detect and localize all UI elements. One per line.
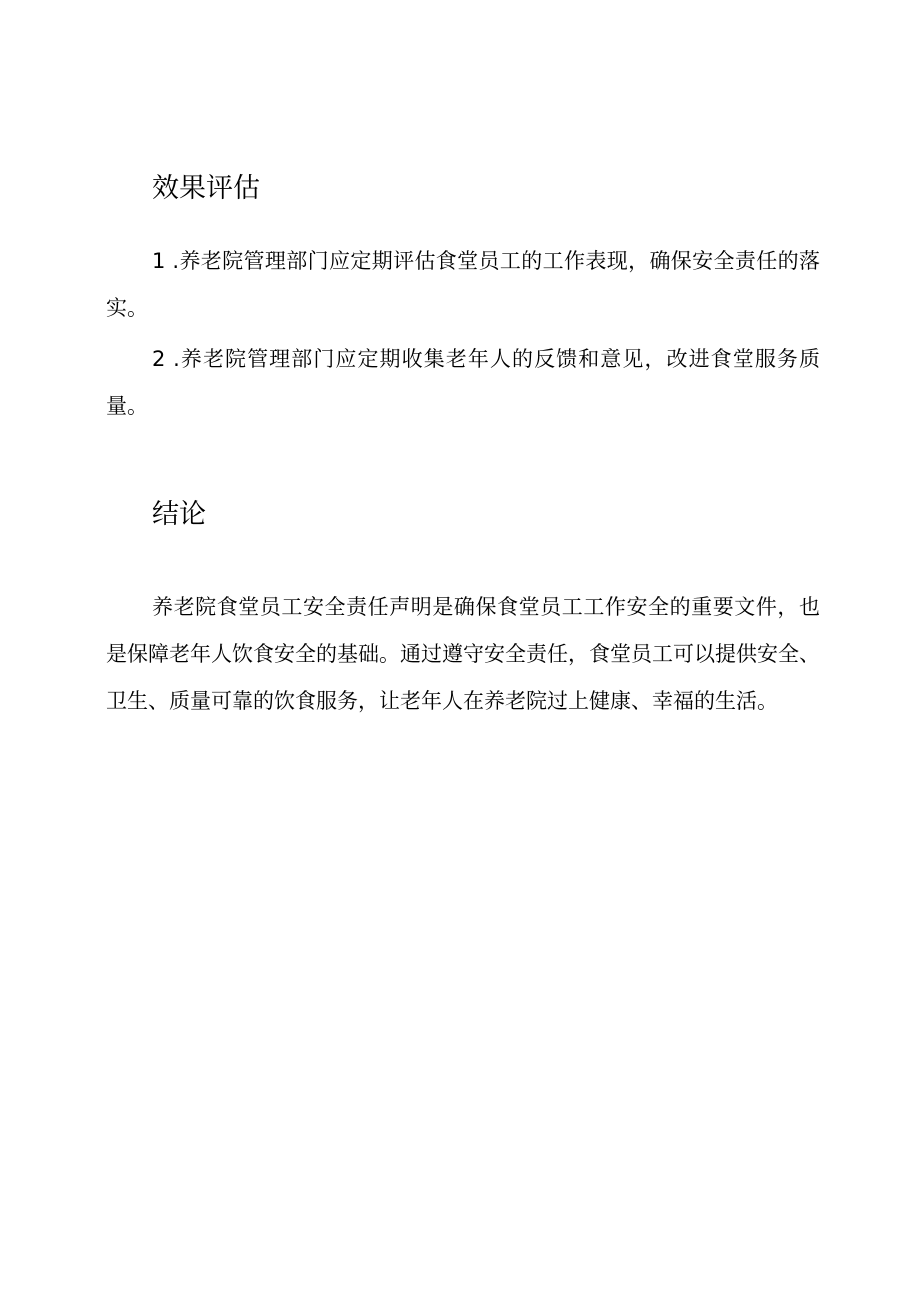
section-heading-evaluation: 效果评估 <box>152 173 260 204</box>
conclusion-paragraph: 养老院食堂员工安全责任声明是确保食堂员工工作安全的重要文件，也是保障老年人饮食安全的基础。通过遵守安全责任，食堂员工可以提供安全、卫生、质量可靠的饮食服务，让老年人在养老院过上健康、幸福的生活。 <box>106 595 820 713</box>
evaluation-item-1: 1 .养老院管理部门应定期评估食堂员工的工作表现，确保安全责任的落实。 <box>106 249 820 320</box>
section-heading-conclusion: 结论 <box>152 499 206 530</box>
evaluation-item-2: 2 .养老院管理部门应定期收集老年人的反馈和意见，改进食堂服务质量。 <box>106 347 820 418</box>
